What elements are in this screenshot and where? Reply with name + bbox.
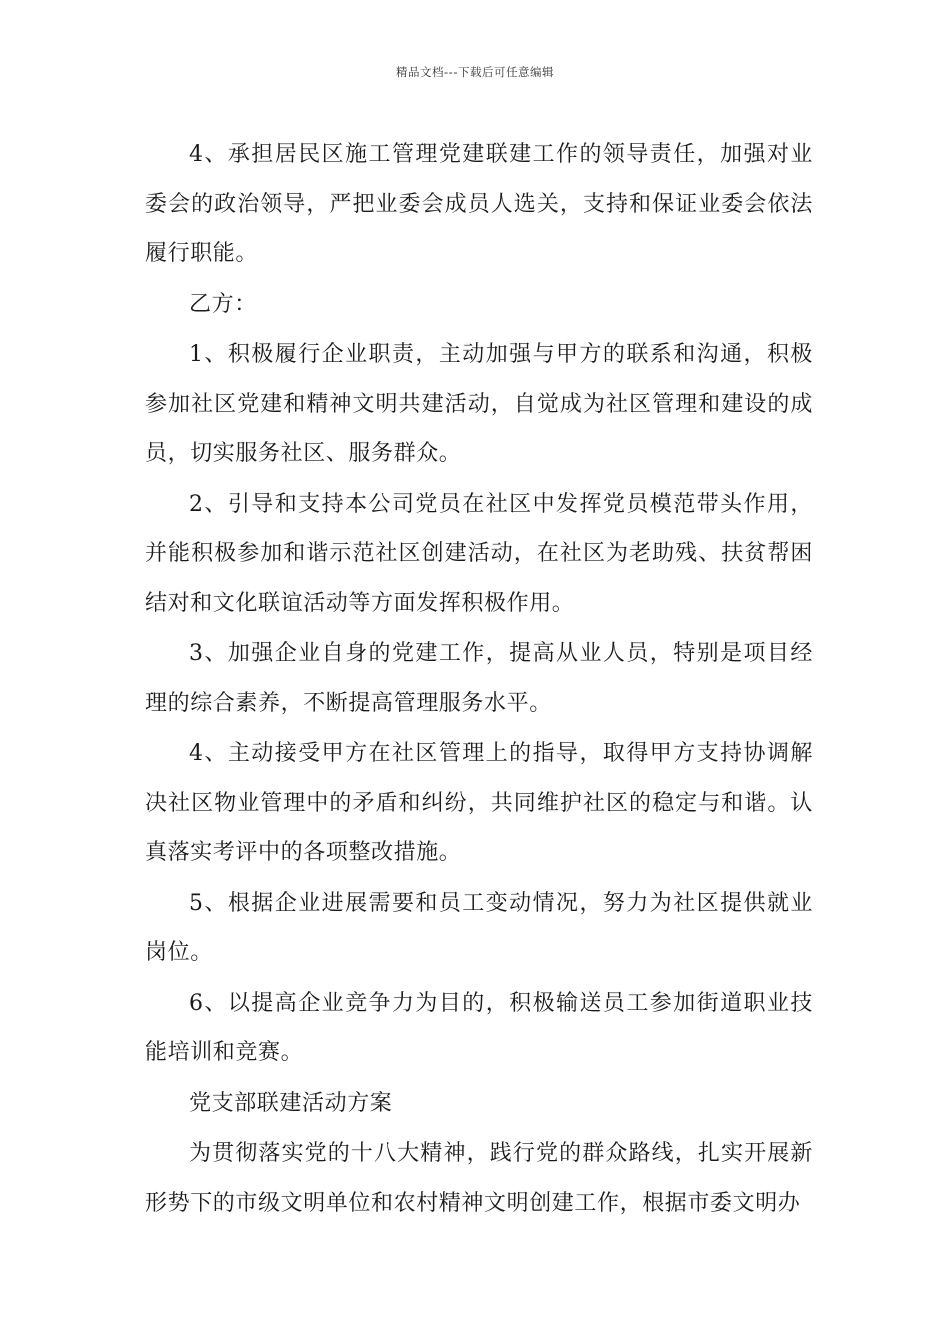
paragraph-party-b-item-6: 6、以提高企业竞争力为目的，积极输送员工参加街道职业技能培训和竞赛。	[145, 990, 813, 1065]
paragraph-party-b-item-3: 3、加强企业自身的党建工作，提高从业人员，特别是项目经理的综合素养，不断提高管理服务水平。	[145, 641, 813, 716]
document-body	[145, 130, 813, 1229]
paragraph-party-b-item-2: 2、引导和支持本公司党员在社区中发挥党员模范带头作用，并能积极参加和谐示范社区创建活动，在社区为老助残、扶贫帮困结对和文化联谊活动等方面发挥积极作用。	[145, 491, 813, 616]
section-title: 党支部联建活动方案	[189, 1090, 393, 1116]
paragraph-party-b-item-5: 5、根据企业进展需要和员工变动情况，努力为社区提供就业岗位。	[145, 890, 813, 965]
paragraph-party-b-item-1: 1、积极履行企业职责，主动加强与甲方的联系和沟通，积极参加社区党建和精神文明共建活动，自觉成为社区管理和建设的成员，切实服务社区、服务群众。	[145, 342, 813, 466]
paragraph-party-b-item-4: 4、主动接受甲方在社区管理上的指导，取得甲方支持协调解决社区物业管理中的矛盾和纠纷，共同维护社区的稳定与和谐。认真落实考评中的各项整改措施。	[145, 741, 813, 865]
page-header: 精品文档---下载后可任意编辑	[396, 65, 554, 79]
paragraph-party-a-item-4: 4、承担居民区施工管理党建联建工作的领导责任，加强对业委会的政治领导，严把业委会成员人选关，支持和保证业委会依法履行职能。	[145, 142, 813, 266]
paragraph-intro: 为贯彻落实党的十八大精神，践行党的群众路线，扎实开展新形势下的市级文明单位和农村精神文明创建工作，根据市委文明办	[145, 1141, 813, 1216]
paragraph-party-b-heading: 乙方：	[189, 291, 257, 317]
